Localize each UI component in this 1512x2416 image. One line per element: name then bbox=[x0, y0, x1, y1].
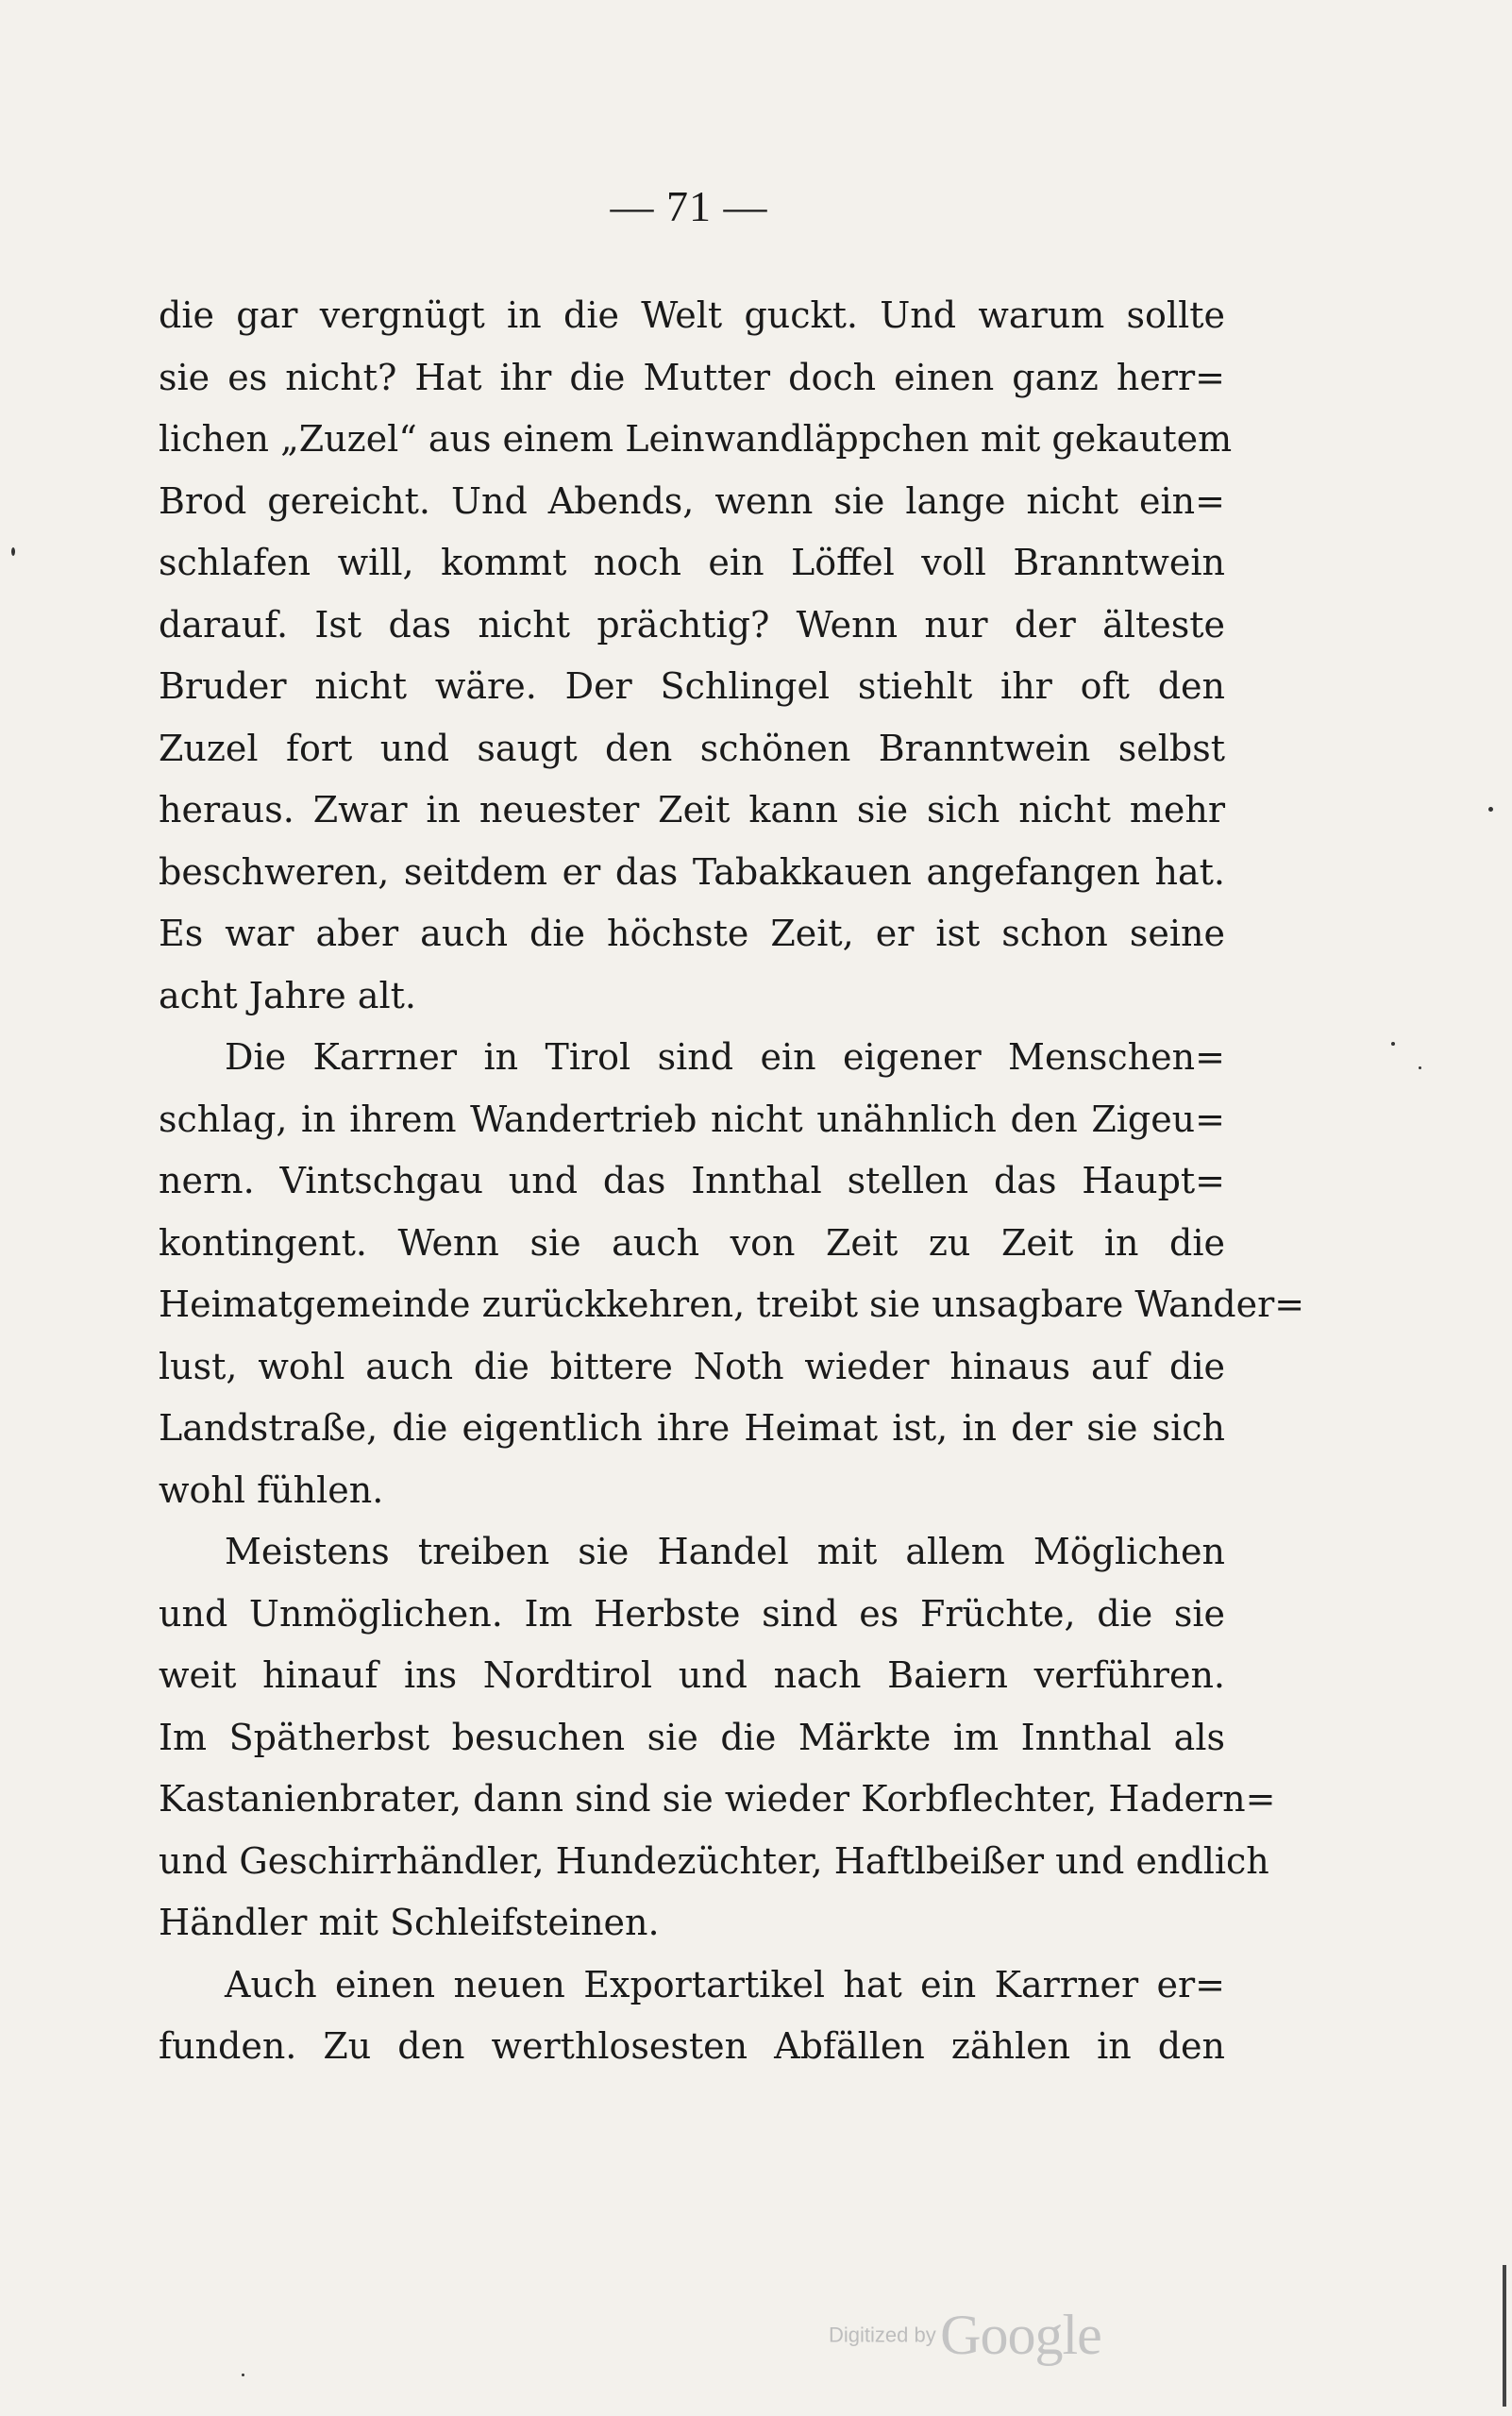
paper-speck bbox=[242, 2374, 244, 2376]
text-line: wohl fühlen. bbox=[159, 1468, 384, 1511]
page-edge-mark bbox=[1503, 2265, 1506, 2407]
text-line: kontingent. Wenn sie auch von Zeit zu Zeit in die bbox=[159, 1221, 1225, 1264]
text-line: Händler mit Schleifsteinen. bbox=[159, 1902, 660, 1943]
text-line: Bruder nicht wäre. Der Schlingel stiehlt ihr oft den bbox=[159, 665, 1225, 707]
google-logo: Google bbox=[940, 2304, 1101, 2366]
text-line: heraus. Zwar in neuester Zeit kann sie sich nicht mehr bbox=[159, 789, 1225, 830]
text-line: Landstraße, die eigentlich ihre Heimat ist, in der sie sich bbox=[159, 1407, 1225, 1449]
text-line: Es war aber auch die höchste Zeit, er ist schon seine bbox=[159, 913, 1225, 954]
text-line: Kastanienbrater, dann sind sie wieder Korbflechter, Hadern= bbox=[159, 1778, 1276, 1820]
text-line: lichen „Zuzel“ aus einem Leinwandläppchen mit gekautem bbox=[159, 418, 1233, 460]
watermark-prefix: Digitized by bbox=[829, 2323, 936, 2347]
text-line: weit hinauf ins Nordtirol und nach Baiern verführen. bbox=[159, 1654, 1225, 1696]
text-line: sie es nicht? Hat ihr die Mutter doch einen ganz herr= bbox=[159, 356, 1225, 398]
paragraph-start-line: Meistens treiben sie Handel mit allem Möglichen bbox=[225, 1531, 1225, 1572]
text-line: schlafen will, kommt noch ein Löffel voll Branntwein bbox=[159, 542, 1225, 583]
text-line: und Geschirrhändler, Hundezüchter, Haftlbeißer und endlich bbox=[159, 1839, 1269, 1882]
text-line: lust, wohl auch die bittere Noth wieder hinaus auf die bbox=[159, 1345, 1225, 1387]
text-line: acht Jahre alt. bbox=[159, 974, 417, 1016]
text-line: Im Spätherbst besuchen sie die Märkte im Innthal als bbox=[159, 1716, 1225, 1758]
paper-speck bbox=[1488, 807, 1493, 812]
paragraph-start-line: Auch einen neuen Exportartikel hat ein Karrner er= bbox=[225, 1963, 1225, 2005]
text-line: und Unmöglichen. Im Herbste sind es Früchte, die sie bbox=[159, 1592, 1225, 1635]
text-line: Zuzel fort und saugt den schönen Branntwein selbst bbox=[159, 727, 1225, 769]
text-line: beschweren, seitdem er das Tabakkauen angefangen hat. bbox=[159, 850, 1225, 893]
text-line: nern. Vintschgau und das Innthal stellen das Haupt= bbox=[159, 1160, 1225, 1201]
body-text bbox=[159, 285, 1305, 2078]
text-line: funden. Zu den werthlosesten Abfällen zählen in den bbox=[159, 2025, 1225, 2067]
page-number: — 71 — bbox=[610, 182, 768, 230]
paper-speck bbox=[1419, 1066, 1421, 1069]
text-line: Heimatgemeinde zurückkehren, treibt sie unsagbare Wander= bbox=[159, 1284, 1305, 1325]
text-line: Brod gereicht. Und Abends, wenn sie lange nicht ein= bbox=[159, 479, 1225, 522]
paper-speck bbox=[11, 547, 15, 556]
text-line: schlag, in ihrem Wandertrieb nicht unähnlich den Zigeu= bbox=[159, 1098, 1225, 1140]
paper-speck bbox=[1391, 1042, 1395, 1046]
digitized-watermark bbox=[829, 2303, 1101, 2368]
paragraph-start-line: Die Karrner in Tirol sind ein eigener Menschen= bbox=[225, 1036, 1225, 1078]
text-line: darauf. Ist das nicht prächtig? Wenn nur der älteste bbox=[159, 603, 1225, 646]
text-line: die gar vergnügt in die Welt guckt. Und warum sollte bbox=[159, 294, 1225, 336]
